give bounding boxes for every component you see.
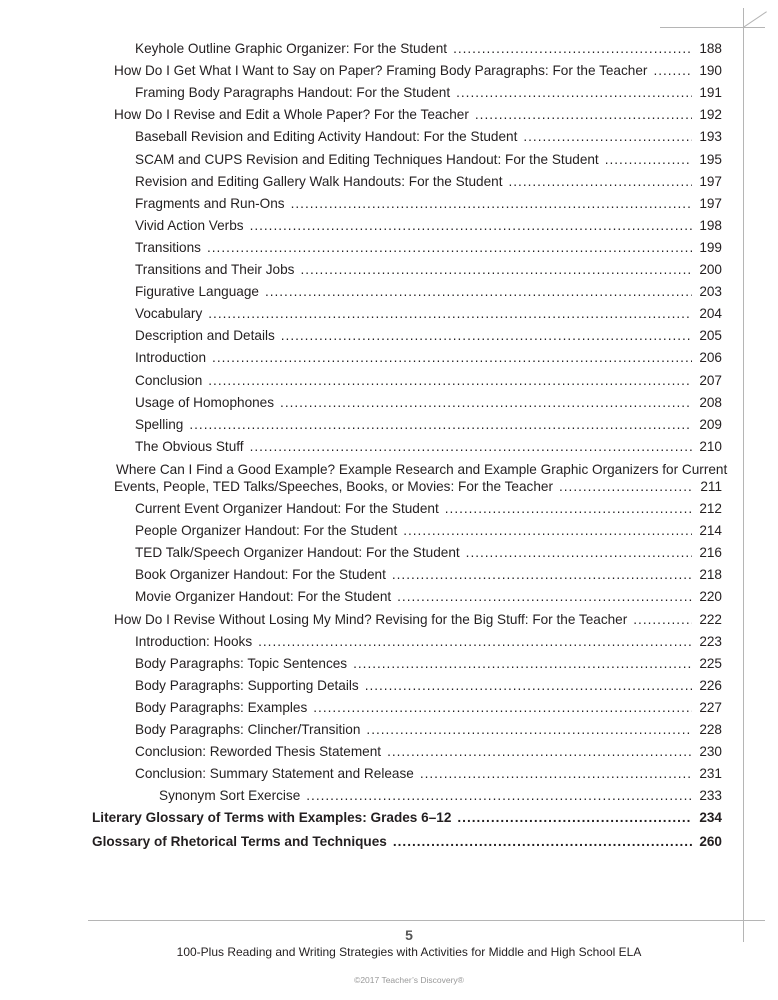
dot-leader xyxy=(189,414,692,436)
dot-leader xyxy=(281,325,692,347)
dot-leader xyxy=(453,38,692,60)
dot-leader xyxy=(366,719,692,741)
footer-book-title: 100-Plus Reading and Writing Strategies with Activities for Middle and High School ELA xyxy=(176,945,642,959)
toc-entry[interactable] xyxy=(135,38,722,60)
toc-entry-page: 222 xyxy=(699,611,722,627)
toc-entry-title: Vocabulary xyxy=(135,306,203,322)
dot-leader xyxy=(445,498,692,520)
dot-leader xyxy=(208,303,692,325)
toc-entry[interactable] xyxy=(135,520,722,542)
toc-entry-title: SCAM and CUPS Revision and Editing Techniques Handout: For the Student xyxy=(135,151,599,167)
toc-entry-title: Synonym Sort Exercise xyxy=(159,788,301,804)
toc-entry-title: Vivid Action Verbs xyxy=(135,217,244,233)
toc-entry-title: Body Paragraphs: Topic Sentences xyxy=(135,655,348,671)
toc-entry-page: 205 xyxy=(699,328,722,344)
toc-entry-title: Introduction xyxy=(135,350,207,366)
toc-entry[interactable] xyxy=(135,631,722,653)
toc-entry[interactable] xyxy=(135,171,722,193)
toc-entry-page: 226 xyxy=(699,677,722,693)
toc-entry-title: How Do I Revise and Edit a Whole Paper? For the Teacher xyxy=(114,107,469,123)
toc-entry-title: Baseball Revision and Editing Activity Handout: For the Student xyxy=(135,129,518,145)
dot-leader xyxy=(313,697,692,719)
toc-entry-page: 188 xyxy=(699,41,722,56)
toc-entry[interactable] xyxy=(135,126,722,148)
toc-entry[interactable] xyxy=(135,149,722,171)
dot-leader xyxy=(466,542,692,564)
toc-entry-title: Events, People, TED Talks/Speeches, Books, or Movies: For the Teacher xyxy=(114,478,553,494)
toc-entry[interactable] xyxy=(135,653,722,675)
toc-entry[interactable] xyxy=(92,807,722,829)
dot-leader xyxy=(208,370,692,392)
toc-entry-title: Transitions xyxy=(135,239,201,255)
dot-leader xyxy=(393,831,692,853)
toc-entry-page: 211 xyxy=(700,478,722,494)
toc-entry[interactable] xyxy=(135,586,722,608)
toc-entry-page: 228 xyxy=(699,722,722,737)
toc-entry[interactable] xyxy=(114,104,722,126)
toc-entry-title: Keyhole Outline Graphic Organizer: For the Student xyxy=(135,41,448,56)
toc-entry[interactable] xyxy=(135,370,722,392)
dot-leader xyxy=(291,193,692,215)
dot-leader xyxy=(250,436,692,458)
toc-entry-page: 207 xyxy=(699,372,722,388)
dot-leader xyxy=(605,149,692,171)
dot-leader xyxy=(207,237,692,259)
toc-entry[interactable] xyxy=(135,237,722,259)
toc-entry-page: 210 xyxy=(699,438,722,454)
toc-entry[interactable] xyxy=(114,609,722,631)
dot-leader xyxy=(456,82,692,104)
toc-entry-page: 214 xyxy=(699,523,722,539)
toc-entry-title: Body Paragraphs: Supporting Details xyxy=(135,677,359,693)
toc-entry-page: 234 xyxy=(699,810,722,826)
toc-entry-title: Conclusion xyxy=(135,372,203,388)
toc-entry[interactable] xyxy=(135,697,722,719)
toc-entry[interactable] xyxy=(92,831,722,853)
toc-entry-title: Conclusion: Reworded Thesis Statement xyxy=(135,744,382,760)
toc-entry-title: How Do I Get What I Want to Say on Paper? Framing Body Paragraphs: For the Teacher xyxy=(114,63,648,79)
toc-entry[interactable] xyxy=(135,303,722,325)
dot-leader xyxy=(392,564,692,586)
toc-entry-title: Revision and Editing Gallery Walk Handouts: For the Student xyxy=(135,173,503,189)
toc-entry-page: 212 xyxy=(699,501,722,516)
toc-entry-title: Framing Body Paragraphs Handout: For the Student xyxy=(135,85,451,101)
toc-entry-title: Transitions and Their Jobs xyxy=(135,262,295,277)
toc-entry-page: 225 xyxy=(699,655,722,671)
toc-entry-title: Glossary of Rhetorical Terms and Techniques xyxy=(92,834,387,850)
toc-entry-page: 231 xyxy=(699,766,722,782)
toc-entry-page: 195 xyxy=(699,151,722,167)
toc-entry-page: 191 xyxy=(699,85,722,101)
dot-leader xyxy=(403,520,692,542)
toc-entry-page: 208 xyxy=(699,394,722,410)
crop-mark-diagonal xyxy=(743,11,767,27)
dot-leader xyxy=(523,126,692,148)
dot-leader xyxy=(633,609,692,631)
toc-entry-title: Introduction: Hooks xyxy=(135,633,253,649)
dot-leader xyxy=(420,763,692,785)
toc-entry-page: 260 xyxy=(699,834,722,850)
dot-leader xyxy=(457,807,692,829)
dot-leader xyxy=(508,171,692,193)
toc-entry-title: Literary Glossary of Terms with Examples: Grades 6–12 xyxy=(92,810,452,826)
toc-entry[interactable] xyxy=(135,498,722,520)
dot-leader xyxy=(353,653,692,675)
toc-entry-title: TED Talk/Speech Organizer Handout: For the Student xyxy=(135,545,460,561)
dot-leader xyxy=(258,631,692,653)
toc-entry-title: Description and Details xyxy=(135,328,275,344)
dot-leader xyxy=(212,347,692,369)
toc-entry-title: Movie Organizer Handout: For the Student xyxy=(135,589,392,605)
toc-entry-title: Spelling xyxy=(135,416,184,432)
toc-entry-title: Book Organizer Handout: For the Student xyxy=(135,567,386,583)
toc-entry-page: 227 xyxy=(699,699,722,715)
toc-entry-page: 193 xyxy=(699,129,722,145)
toc-entry-page: 204 xyxy=(699,306,722,322)
toc-entry-page: 220 xyxy=(699,589,722,605)
toc-entry[interactable] xyxy=(135,259,722,281)
toc-entry-page: 197 xyxy=(699,195,722,211)
toc-entry-page: 197 xyxy=(699,173,722,189)
toc-entry-title-line1[interactable]: Where Can I Find a Good Example? Example Research and Example Graphic Organizers for Current xyxy=(116,461,728,477)
toc-entry-page: 192 xyxy=(699,107,722,123)
dot-leader xyxy=(653,60,692,82)
crop-mark-vertical xyxy=(743,8,744,942)
toc-entry[interactable] xyxy=(135,763,722,785)
toc-entry-title: People Organizer Handout: For the Student xyxy=(135,523,398,539)
toc-entry-title: Body Paragraphs: Examples xyxy=(135,699,308,715)
toc-entry-title: Fragments and Run-Ons xyxy=(135,195,285,211)
toc-entry-page: 230 xyxy=(699,744,722,760)
toc-entry[interactable] xyxy=(159,785,722,807)
toc-entry-page: 218 xyxy=(699,567,722,583)
toc-entry-page: 190 xyxy=(699,63,722,79)
dot-leader xyxy=(300,259,692,281)
toc-entry-page: 199 xyxy=(699,239,722,255)
toc-entry-title: Usage of Homophones xyxy=(135,394,275,410)
toc-entry[interactable] xyxy=(135,82,722,104)
dot-leader xyxy=(397,586,692,608)
toc-entry[interactable] xyxy=(135,564,722,586)
toc-entry-title: Figurative Language xyxy=(135,284,259,300)
toc-entry-title: The Obvious Stuff xyxy=(135,438,244,454)
toc-entry[interactable] xyxy=(114,476,722,498)
toc-entry-title: Body Paragraphs: Clincher/Transition xyxy=(135,722,361,737)
toc-entry[interactable] xyxy=(135,281,722,303)
toc-entry[interactable] xyxy=(135,193,722,215)
footer-rule xyxy=(88,920,765,921)
toc-entry-page: 233 xyxy=(699,788,722,804)
dot-leader xyxy=(365,675,692,697)
dot-leader xyxy=(306,785,692,807)
dot-leader xyxy=(280,392,692,414)
toc-entry[interactable] xyxy=(135,325,722,347)
dot-leader xyxy=(250,215,692,237)
dot-leader xyxy=(387,741,692,763)
toc-entry[interactable] xyxy=(135,675,722,697)
toc-entry[interactable] xyxy=(135,719,722,741)
toc-entry[interactable] xyxy=(135,347,722,369)
footer-copyright: ©2017 Teacher’s Discovery® xyxy=(354,975,464,985)
toc-entry-page: 203 xyxy=(699,284,722,300)
crop-mark-horizontal xyxy=(660,27,765,28)
toc-entry-page: 206 xyxy=(699,350,722,366)
dot-leader xyxy=(265,281,692,303)
footer-page-number: 5 xyxy=(405,927,413,943)
toc-entry-page: 223 xyxy=(699,633,722,649)
toc-entry[interactable] xyxy=(135,392,722,414)
toc-entry[interactable] xyxy=(135,542,722,564)
toc-entry[interactable] xyxy=(135,741,722,763)
toc-entry-page: 200 xyxy=(699,262,722,277)
toc-entry-page: 198 xyxy=(699,217,722,233)
toc-entry[interactable] xyxy=(135,414,722,436)
dot-leader xyxy=(559,476,692,498)
toc-entry-title: Conclusion: Summary Statement and Release xyxy=(135,766,414,782)
toc-entry-page: 216 xyxy=(699,545,722,561)
toc-entry-title: How Do I Revise Without Losing My Mind? Revising for the Big Stuff: For the Teacher xyxy=(114,611,628,627)
toc-entry[interactable] xyxy=(114,60,722,82)
toc-entry-title: Current Event Organizer Handout: For the Student xyxy=(135,501,439,516)
toc-entry[interactable] xyxy=(135,215,722,237)
dot-leader xyxy=(475,104,692,126)
toc-entry-page: 209 xyxy=(699,416,722,432)
toc-entry[interactable] xyxy=(135,436,722,458)
